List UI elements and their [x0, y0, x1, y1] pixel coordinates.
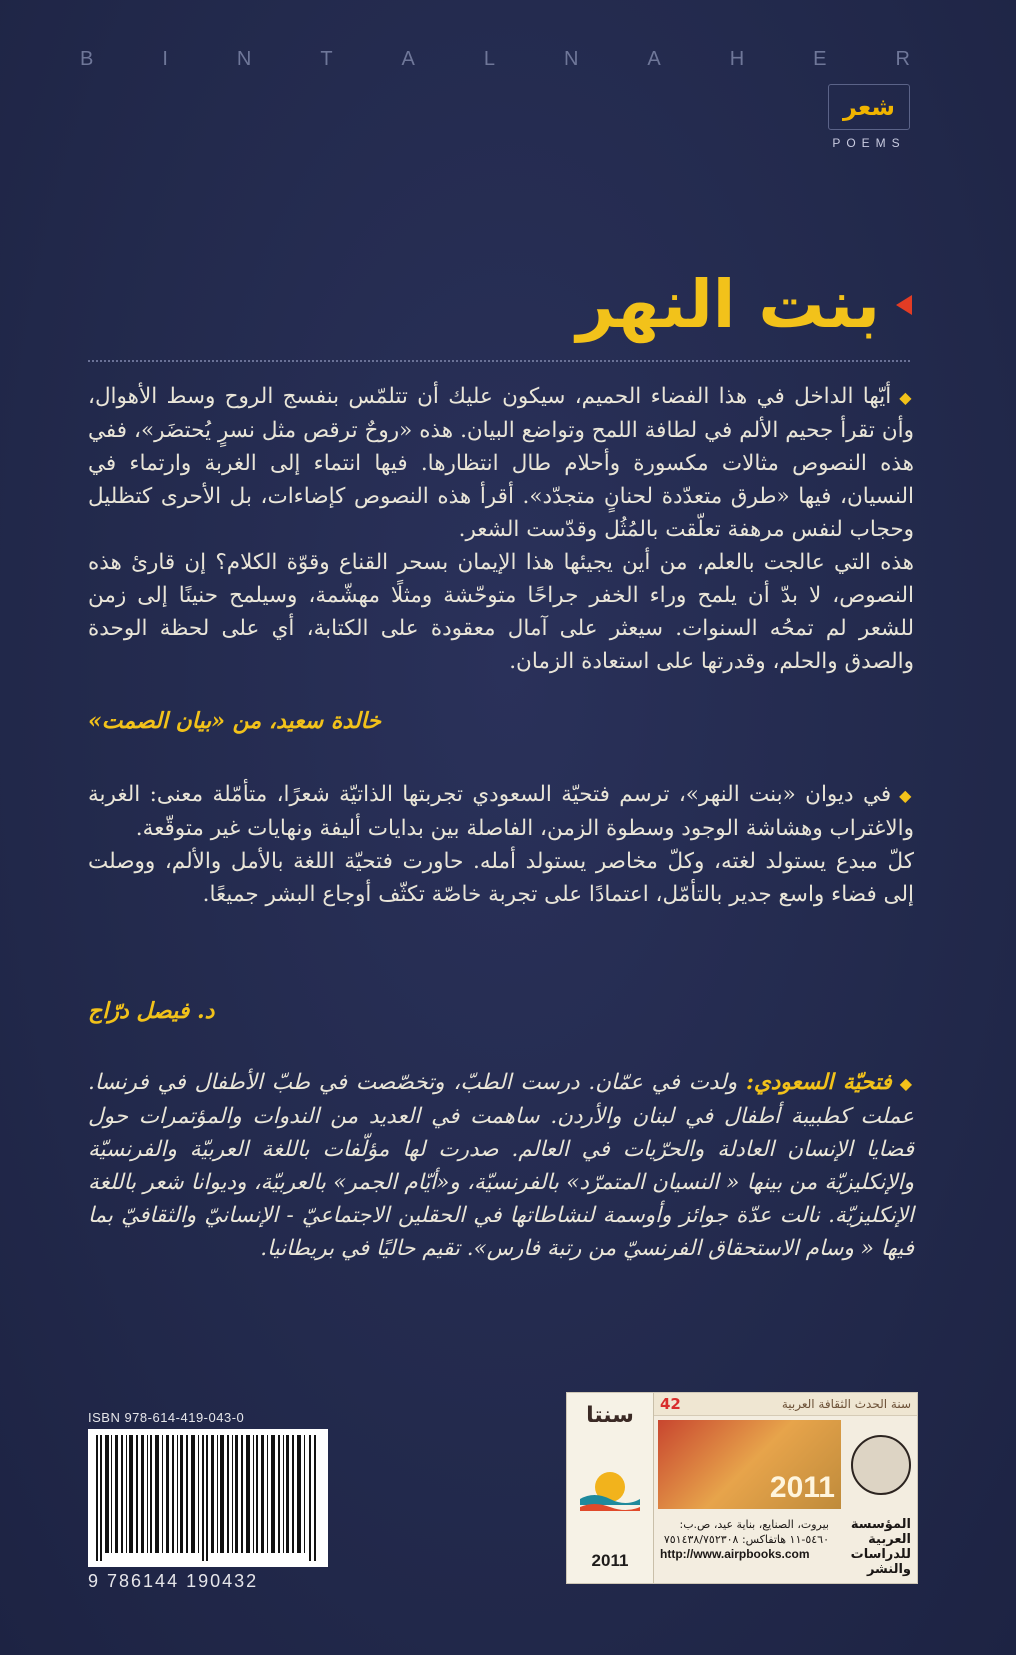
author-bio-text: ولدت في عمّان. درست الطبّ، وتخصّصت في طبّ الأطفال في فرنسا. عملت كطبيبة أطفال في لبنان والأردن. ساهمت في العديد من الندوات والمؤتمرات حول قضايا الإنسان العادلة والحرّيات في العالم. صدرت لها مؤلّفات باللغة العربيّة والفرنسيّة والإنكليزيّة من بينها « النسيان المتمرّد» بالفرنسيّة، و«أيّام الجمر» بالعربيّة، وديوانا شعر باللغة الإنكليزيّة. نالت عدّة جوائز وأوسمة لنشاطاتها في الحقلين الاجتماعيّ - الإنسانيّ والثقافيّ بما فيها « وسام الاستحقاق الفرنسيّ من رتبة فارس». تقيم حاليًا في بريطانيا.	[88, 1070, 914, 1261]
barcode-block	[88, 1410, 328, 1592]
series-letter: T	[320, 48, 333, 70]
triangle-marker-icon	[896, 295, 912, 315]
sinta-emblem-icon	[578, 1465, 642, 1515]
isbn-number: 9 786144 190432	[88, 1571, 259, 1591]
series-name	[80, 48, 910, 71]
review-khalida-text: أيّها الداخل في هذا الفضاء الحميم، سيكون عليك أن تتلمّس بنفسج الروح وسط الأهوال، وأن تقرأ جحيم الألم في لطافة اللمح وتواضع البيان. هذه «روحٌ ترقص مثل نسرٍ يُحتضَر»، ففي هذه النصوص مثالات مكسورة وأحلام طال انتظارها. فيها انتماء إلى الغربة وارتماء في النسيان، فيها «طرق متعدّدة لحنانٍ متجدّد». أقرأ هذه النصوص كإضاءات، بل الأحرى كتظليل وحجاب لنفس مرهفة تعلّقت بالمُثُل وقدّست الشعر.	[88, 384, 914, 542]
publisher-emblem-icon	[851, 1435, 911, 1495]
barcode-graphic	[96, 1435, 320, 1561]
series-letter: A	[647, 48, 661, 70]
review-khalida-text-2: هذه التي عالجت بالعلم، من أين يجيئها هذا الإيمان بسحر القناع وقوّة الكلام؟ إن قارئ هذه النصوص، لا بدّ أن يلمح وراء الخفر جراحًا متوحّشة ومثلًا مهشّمة، وسيلمح حنينًا إلى زمن للشعر لم تمحُه السنوات. سيعثر على آمال معقودة على الكتابة، أي على لحظة الوحدة والصدق والحلم، وقدرتها على استعادة الزمان.	[88, 550, 914, 674]
publisher-badge	[566, 1392, 918, 1584]
series-letter: R	[895, 48, 910, 70]
isbn-label: ISBN 978-614-419-043-0	[88, 1410, 245, 1425]
barcode	[88, 1429, 328, 1567]
badge-header	[654, 1393, 917, 1416]
sinta-year: 2011	[591, 1551, 629, 1570]
review-faisal	[88, 778, 914, 911]
review-khalida-author: خالدة سعيد، من «بيان الصمت»	[88, 708, 381, 734]
review-faisal-text-2: كلّ مبدع يستولد لغته، وكلّ مخاصر يستولد أمله. حاورت فتحيّة اللغة بالأمل والألم، ووصلت إلى فضاء واسع جدير بالتأمّل، اعتمادًا على تجربة خاصّة تكثّف أوجاع البشر جميعًا.	[88, 849, 914, 907]
series-letter: N	[236, 48, 252, 70]
poster-year: 2011	[769, 1471, 835, 1504]
publisher-name: المؤسسة العربية للدراسات والنشر	[850, 1517, 911, 1577]
diamond-bullet-icon: ◆	[899, 388, 915, 407]
series-letter: I	[162, 48, 168, 70]
author-name: فتحيّة السعودي:	[746, 1070, 892, 1095]
publisher-address-block	[660, 1517, 835, 1579]
badge-header-text: سنة الحدث الثقافة العربية	[781, 1397, 911, 1411]
book-title: بنت النهر	[576, 266, 880, 343]
publisher-url: http://www.airpbooks.com	[660, 1547, 810, 1561]
poems-logo-mark: شعر	[828, 84, 910, 130]
publisher-footer	[654, 1513, 917, 1583]
title-row	[576, 266, 912, 343]
series-letter: L	[483, 48, 495, 70]
series-letter: H	[729, 48, 745, 70]
sinta-panel	[567, 1393, 654, 1583]
divider	[88, 360, 910, 362]
publisher-address: بيروت، الصنايع، بناية عيد، ص.ب: ٥٤٦٠-١١ هاتفاكس: ٧٥١٤٣٨/٧٥٢٣٠٨	[663, 1518, 829, 1546]
diamond-bullet-icon: ◆	[899, 786, 914, 805]
event-poster	[658, 1420, 841, 1509]
series-letter: A	[401, 48, 415, 70]
series-letter: N	[563, 48, 579, 70]
badge-number: 42	[660, 1395, 681, 1413]
sinta-logo: سنتا	[586, 1403, 634, 1428]
publisher-panel	[654, 1393, 917, 1583]
poems-logo-label: POEMS	[832, 136, 906, 150]
diamond-bullet-icon: ◆	[899, 1074, 914, 1093]
review-faisal-author: د. فيصل درّاج	[88, 998, 215, 1024]
badge-body	[654, 1416, 917, 1513]
series-letter: B	[80, 48, 94, 70]
poems-logo	[828, 84, 910, 150]
publisher-emblem	[845, 1416, 917, 1513]
author-bio	[88, 1066, 914, 1265]
review-faisal-text: في ديوان «بنت النهر»، ترسم فتحيّة السعودي تجربتها الذاتيّة شعرًا، متأمّلة معنى: الغربة والاغتراب وهشاشة الوجود وسطوة الزمن، الفاصلة بين بدايات أليفة ونهايات غير متوقّعة.	[88, 782, 914, 841]
series-letter: E	[813, 48, 827, 70]
review-khalida	[88, 380, 914, 678]
